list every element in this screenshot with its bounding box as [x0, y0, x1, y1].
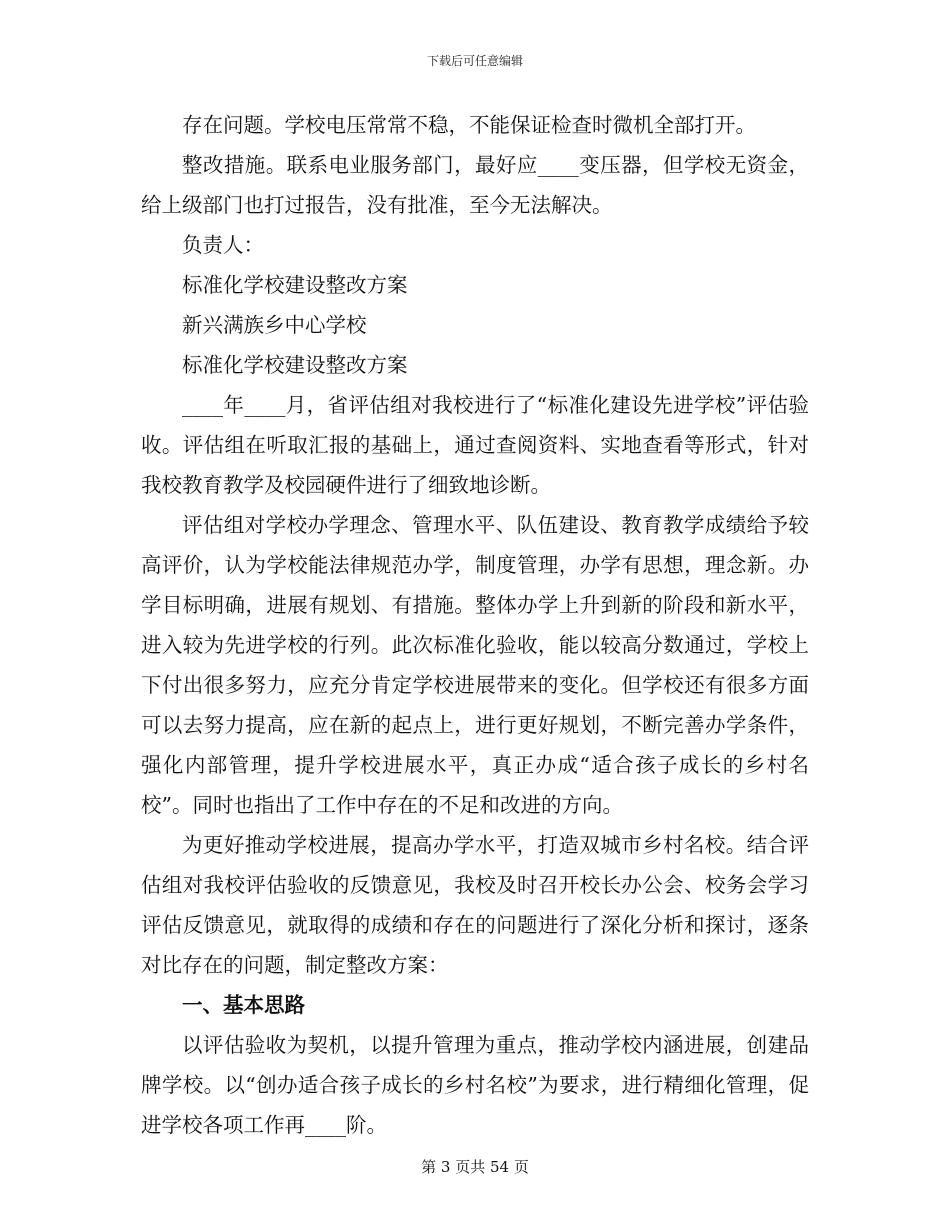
paragraph-school-name: 新兴满族乡中心学校 — [182, 313, 367, 337]
paragraph-approach: 以评估验收为契机，以提升管理为重点，推动学校内涵进展，创建品牌学校。以“创办适合孩子成长的乡村名校”为要求，进行精细化管理，促进学校各项工作再____阶。 — [141, 1033, 809, 1137]
document-body — [141, 105, 809, 1145]
paragraph-title-2: 标准化学校建设整改方案 — [182, 353, 408, 377]
paragraph-problem: 存在问题。学校电压常常不稳，不能保证检查时微机全部打开。 — [182, 113, 756, 137]
page-header: 下载后可任意编辑 — [426, 54, 523, 68]
paragraph-title-1: 标准化学校建设整改方案 — [182, 273, 408, 297]
page-footer: 第 3 页共 54 页 — [421, 1158, 529, 1176]
paragraph-measures: 整改措施。联系电业服务部门，最好应____变压器，但学校无资金，给上级部门也打过报告，没有批准，至今无法解决。 — [141, 153, 809, 217]
paragraph-purpose: 为更好推动学校进展，提高办学水平，打造双城市乡村名校。结合评估组对我校评估验收的反馈意见，我校及时召开校长办公会、校务会学习评估反馈意见，就取得的成绩和存在的问题进行了深化分析和探讨，逐条对比存在的问题，制定整改方案： — [141, 833, 809, 977]
paragraph-responsible: 负责人： — [182, 233, 264, 257]
paragraph-evaluation: ____年____月，省评估组对我校进行了“标准化建设先进学校”评估验收。评估组在听取汇报的基础上，通过查阅资料、实地查看等形式，针对我校教育教学及校园硬件进行了细致地诊断。 — [141, 393, 809, 497]
paragraph-assessment: 评估组对学校办学理念、管理水平、队伍建设、教育教学成绩给予较高评价，认为学校能法律规范办学，制度管理，办学有思想，理念新。办学目标明确，进展有规划、有措施。整体办学上升到新的阶段和新水平，进入较为先进学校的行列。此次标准化验收，能以较高分数通过，学校上下付出很多努力，应充分肯定学校进展带来的变化。但学校还有很多方面可以去努力提高，应在新的起点上，进行更好规划，不断完善办学条件，强化内部管理，提升学校进展水平，真正办成“适合孩子成长的乡村名校”。同时也指出了工作中存在的不足和改进的方向。 — [141, 513, 809, 817]
section-heading: 一、基本思路 — [182, 993, 305, 1017]
